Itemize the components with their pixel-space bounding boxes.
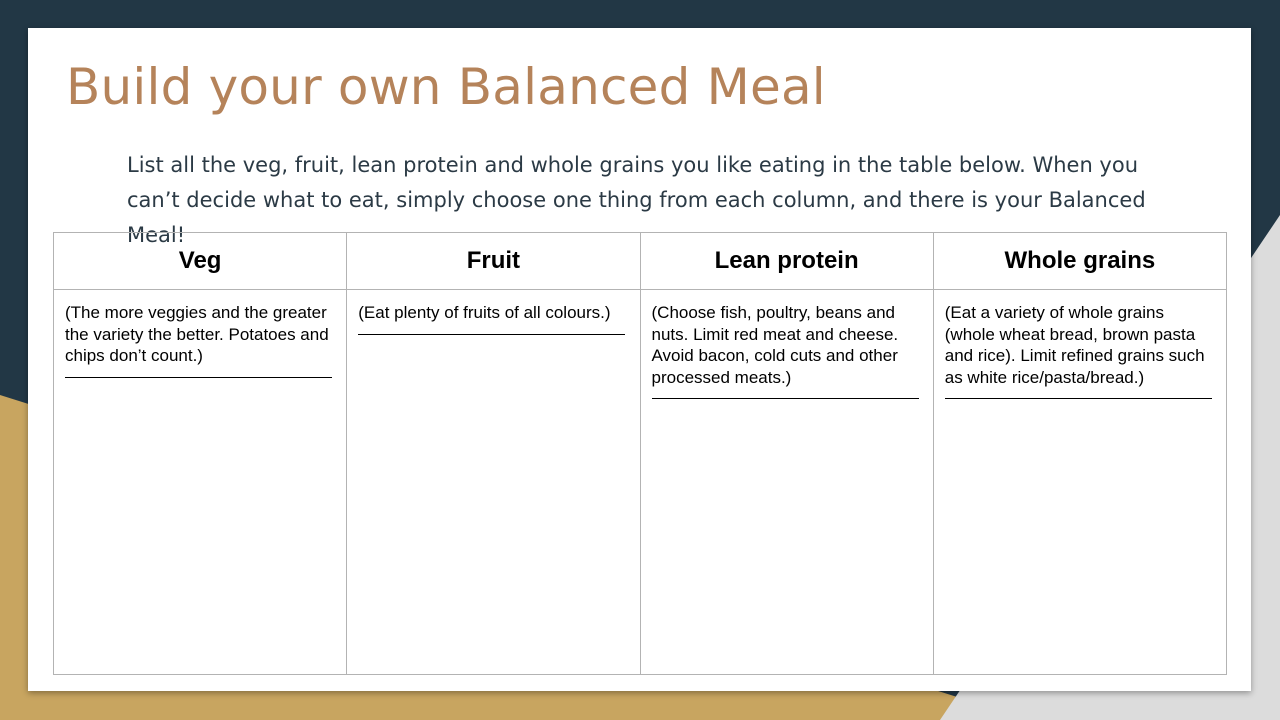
table-header-row xyxy=(54,233,1227,290)
lean-protein-note: (Choose fish, poultry, beans and nuts. Limit red meat and cheese. Avoid bacon, cold cuts and other processed meats.) xyxy=(651,303,899,387)
column-header-fruit: Fruit xyxy=(347,233,640,290)
slide-card xyxy=(28,28,1251,691)
intro-text: List all the veg, fruit, lean protein and whole grains you like eating in the table below. When you can’t decide what to eat, simply choose one thing from each column, and there is your Balanced Meal! xyxy=(127,153,1146,247)
whole-grains-note: (Eat a variety of whole grains (whole wheat bread, brown pasta and rice). Limit refined grains such as white rice/pasta/bread.) xyxy=(944,303,1205,387)
veg-write-line xyxy=(65,367,332,378)
column-header-lean-protein: Lean protein xyxy=(640,233,933,290)
column-header-veg: Veg xyxy=(54,233,347,290)
slide-title: Build your own Balanced Meal xyxy=(66,58,826,116)
veg-cell[interactable] xyxy=(54,290,347,675)
table-row xyxy=(54,290,1227,675)
whole-grains-write-line xyxy=(945,388,1212,399)
lean-protein-write-line xyxy=(652,388,919,399)
whole-grains-cell[interactable] xyxy=(933,290,1226,675)
balanced-meal-table xyxy=(53,232,1227,675)
fruit-cell[interactable] xyxy=(347,290,640,675)
column-header-whole-grains: Whole grains xyxy=(933,233,1226,290)
fruit-write-line xyxy=(358,324,625,335)
lean-protein-cell[interactable] xyxy=(640,290,933,675)
fruit-note: (Eat plenty of fruits of all colours.) xyxy=(358,303,611,322)
veg-note: (The more veggies and the greater the variety the better. Potatoes and chips don’t count.) xyxy=(65,303,329,365)
